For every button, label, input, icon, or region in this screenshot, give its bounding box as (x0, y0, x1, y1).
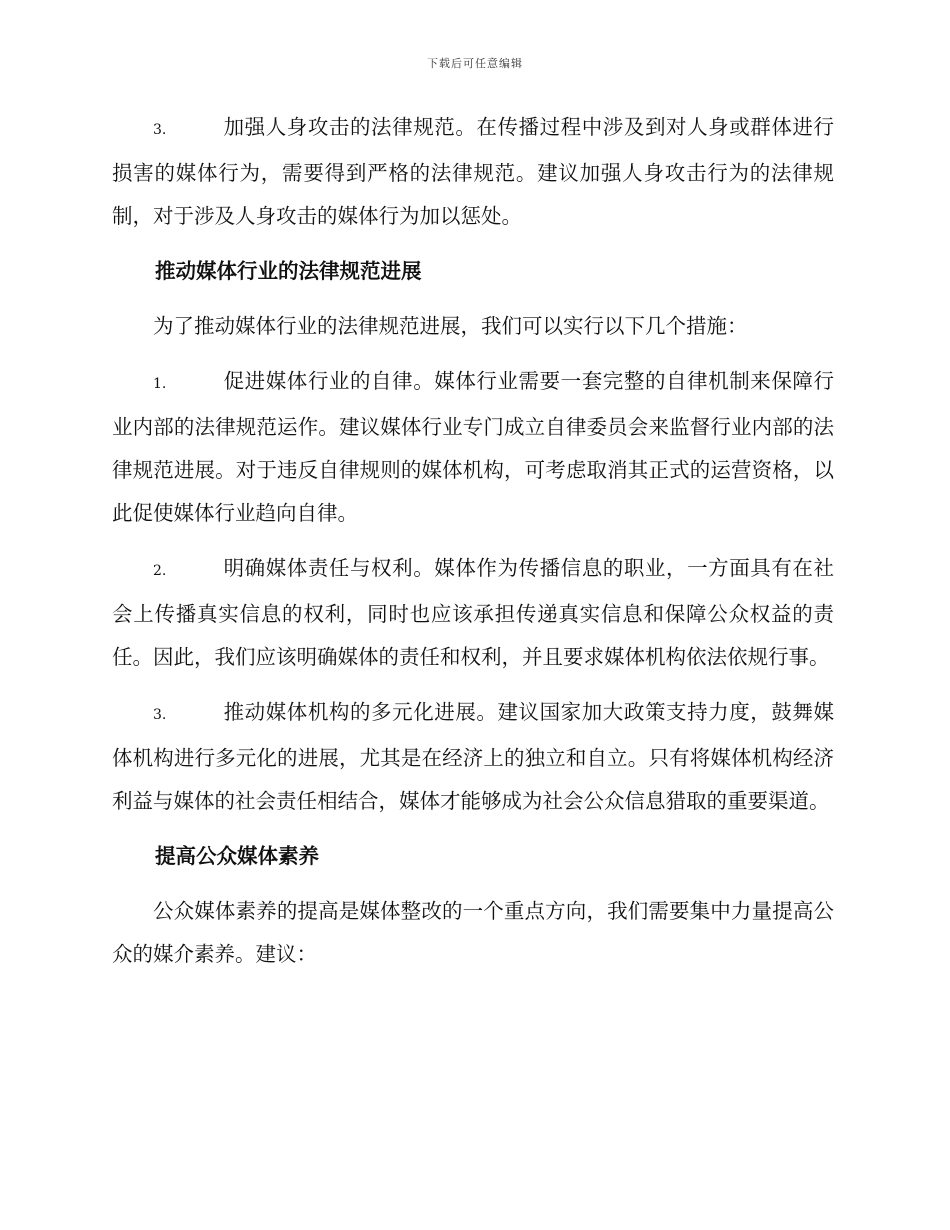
list-item-text: 明确媒体责任与权利。媒体作为传播信息的职业，一方面具有在社会上传播真实信息的权利，同时也应该承担传递真实信息和保障公众权益的责任。因此，我们应该明确媒体的责任和权利，并且要求媒体机构依法依规行事。 (112, 556, 834, 669)
section-heading-media-literacy: 提高公众媒体素养 (155, 844, 319, 868)
intro-paragraph-literacy: 公众媒体素养的提高是媒体整改的一个重点方向，我们需要集中力量提高公众的媒介素养。建议： (112, 899, 834, 966)
list-item-2-responsibility (112, 547, 834, 679)
list-item-text: 推动媒体机构的多元化进展。建议国家加大政策支持力度，鼓舞媒体机构进行多元化的进展，尤其是在经济上的独立和自立。只有将媒体机构经济利益与媒体的社会责任相结合，媒体才能够成为社会公众信息猎取的重要渠道。 (112, 700, 834, 813)
list-item-text: 加强人身攻击的法律规范。在传播过程中涉及到对人身或群体进行损害的媒体行为，需要得到严格的法律规范。建议加强人身攻击行为的法律规制，对于涉及人身攻击的媒体行为加以惩处。 (112, 115, 834, 228)
list-item-1-self-discipline (112, 360, 834, 535)
list-number: 3. (153, 707, 167, 723)
list-item-text: 促进媒体行业的自律。媒体行业需要一套完整的自律机制来保障行业内部的法律规范运作。建议媒体行业专门成立自律委员会来监督行业内部的法律规范进展。对于违反自律规则的媒体机构，可考虑取消其正式的运营资格，以此促使媒体行业趋向自律。 (112, 369, 834, 525)
list-number: 1. (153, 376, 167, 392)
list-number: 2. (153, 563, 167, 579)
document-body (112, 106, 834, 988)
list-number: 3. (153, 122, 167, 138)
list-item-3-legal-personal-attack (112, 106, 834, 238)
page-header: 下载后可任意编辑 (427, 57, 523, 70)
list-item-3-diversification (112, 691, 834, 823)
section-heading-legal-progress: 推动媒体行业的法律规范进展 (155, 259, 422, 283)
intro-paragraph-measures: 为了推动媒体行业的法律规范进展，我们可以实行以下几个措施： (153, 314, 748, 338)
